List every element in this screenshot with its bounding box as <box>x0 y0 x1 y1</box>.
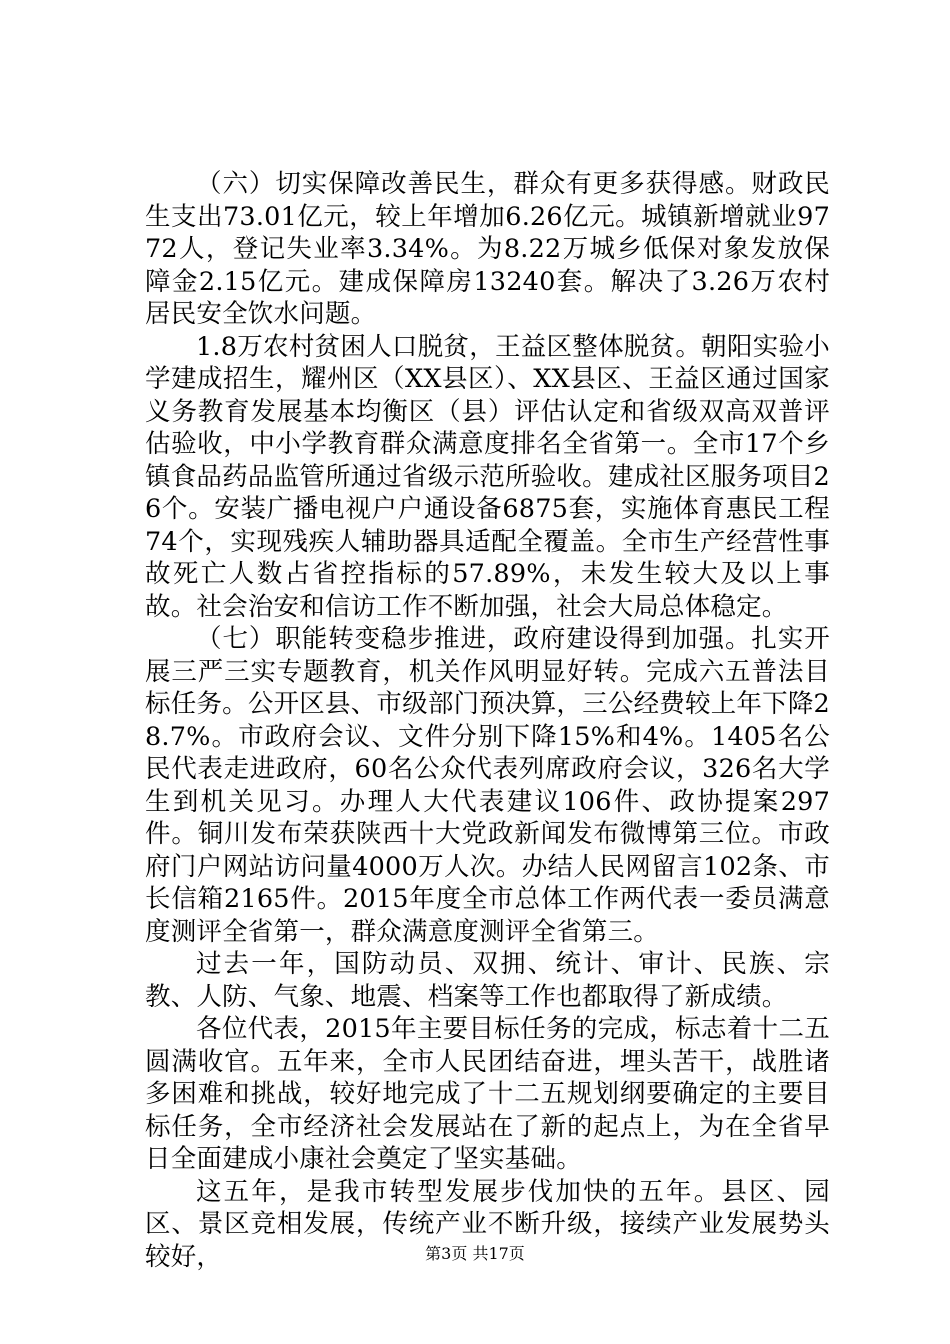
paragraph-livelihood: （六）切实保障改善民生，群众有更多获得感。财政民生支出73.01亿元，较上年增加6.26亿元。城镇新增就业9772人，登记失业率3.34%。为8.22万城乡低保对象发放保障金2.15亿元。建成保障房13240套。解决了3.26万农村居民安全饮水问题。 <box>145 169 830 329</box>
paragraph-twelfth-plan-summary: 各位代表，2015年主要目标任务的完成，标志着十二五圆满收官。五年来，全市人民团结奋进，埋头苦干，战胜诸多困难和挑战，较好地完成了十二五规划纲要确定的主要目标任务，全市经济社会发展站在了新的起点上，为在全省早日全面建成小康社会奠定了坚实基础。 <box>145 1014 830 1174</box>
paragraph-poverty-education: 1.8万农村贫困人口脱贫，王益区整体脱贫。朝阳实验小学建成招生，耀州区（XX县区）、XX县区、王益区通过国家义务教育发展基本均衡区（县）评估认定和省级双高双普评估验收，中小学教育群众满意度排名全省第一。全市17个乡镇食品药品监管所通过省级示范所验收。建成社区服务项目26个。安装广播电视户户通设备6875套，实施体育惠民工程74个，实现残疾人辅助器具适配全覆盖。全市生产经营性事故死亡人数占省控指标的57.89%，未发生较大及以上事故。社会治安和信访工作不断加强，社会大局总体稳定。 <box>145 331 830 622</box>
paragraph-five-years-transformation: 这五年，是我市转型发展步伐加快的五年。县区、园区、景区竞相发展，传统产业不断升级，接续产业发展势头较好， <box>145 1176 830 1272</box>
paragraph-other-work: 过去一年，国防动员、双拥、统计、审计、民族、宗教、人防、气象、地震、档案等工作也都取得了新成绩。 <box>145 949 830 1012</box>
paragraph-government-building: （七）职能转变稳步推进，政府建设得到加强。扎实开展三严三实专题教育，机关作风明显好转。完成六五普法目标任务。公开区县、市级部门预决算，三公经费较上年下降28.7%。市政府会议、文件分别下降15%和4%。1405名公民代表走进政府，60名公众代表列席政府会议，326名大学生到机关见习。办理人大代表建议106件、政协提案297件。铜川发布荣获陕西十大党政新闻发布微博第三位。市政府门户网站访问量4000万人次。办结人民网留言102条、市长信箱2165件。2015年度全市总体工作两代表一委员满意度测评全省第一，群众满意度测评全省第三。 <box>145 624 830 947</box>
page-number-footer: 第3页 共17页 <box>425 1244 525 1263</box>
document-body <box>145 168 830 1273</box>
